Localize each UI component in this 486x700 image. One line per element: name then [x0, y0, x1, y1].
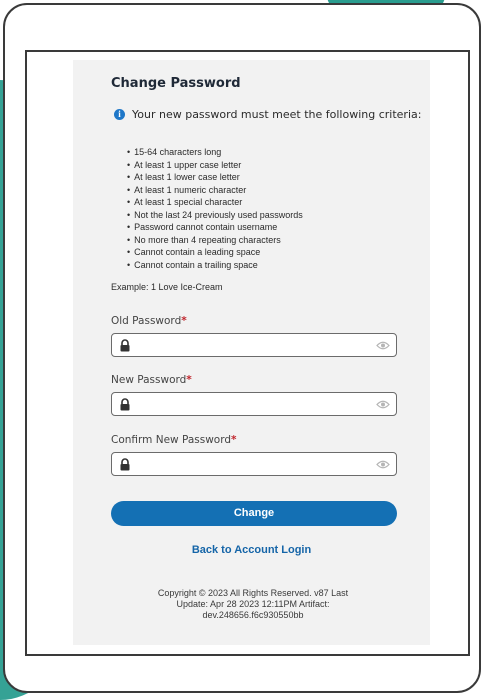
lock-icon [119, 458, 131, 471]
eye-icon[interactable] [376, 340, 390, 351]
eye-icon[interactable] [376, 459, 390, 470]
tablet-screen [25, 50, 470, 656]
new-password-label: New Password* [111, 374, 192, 386]
required-marker: * [181, 315, 187, 327]
criteria-item: • At least 1 numeric character [127, 184, 303, 197]
lock-icon [119, 398, 131, 411]
criteria-notice-text: Your new password must meet the following criteria: [132, 108, 422, 121]
old-password-field[interactable] [111, 333, 397, 357]
criteria-item: • At least 1 special character [127, 196, 303, 209]
criteria-notice [114, 108, 421, 121]
tablet-frame [3, 3, 481, 693]
new-password-input[interactable] [138, 395, 372, 415]
old-password-label: Old Password* [111, 315, 187, 327]
info-icon: i [114, 109, 125, 120]
criteria-item: • At least 1 upper case letter [127, 159, 303, 172]
password-example: Example: 1 Love Ice-Cream [111, 282, 223, 292]
change-button[interactable]: Change [111, 501, 397, 526]
old-password-input[interactable] [138, 336, 372, 356]
criteria-item: • Password cannot contain username [127, 221, 303, 234]
required-marker: * [231, 434, 237, 446]
confirm-password-label: Confirm New Password* [111, 434, 237, 446]
lock-icon [119, 339, 131, 352]
confirm-password-field[interactable] [111, 452, 397, 476]
required-marker: * [186, 374, 192, 386]
change-password-panel [73, 60, 430, 645]
criteria-list [127, 146, 303, 271]
criteria-item: • No more than 4 repeating characters [127, 234, 303, 247]
criteria-item: • Not the last 24 previously used passwords [127, 209, 303, 222]
criteria-item: • 15-64 characters long [127, 146, 303, 159]
back-to-login-link[interactable]: Back to Account Login [191, 544, 312, 556]
criteria-item: • At least 1 lower case letter [127, 171, 303, 184]
page-title: Change Password [111, 76, 241, 91]
criteria-item: • Cannot contain a trailing space [127, 259, 303, 272]
new-password-field[interactable] [111, 392, 397, 416]
confirm-password-input[interactable] [138, 455, 372, 475]
copyright-footer: Copyright © 2023 All Rights Reserved. v87 Last Update: Apr 28 2023 12:11PM Artifact: dev.248656.f6c930550bb [157, 588, 349, 620]
criteria-item: • Cannot contain a leading space [127, 246, 303, 259]
eye-icon[interactable] [376, 399, 390, 410]
